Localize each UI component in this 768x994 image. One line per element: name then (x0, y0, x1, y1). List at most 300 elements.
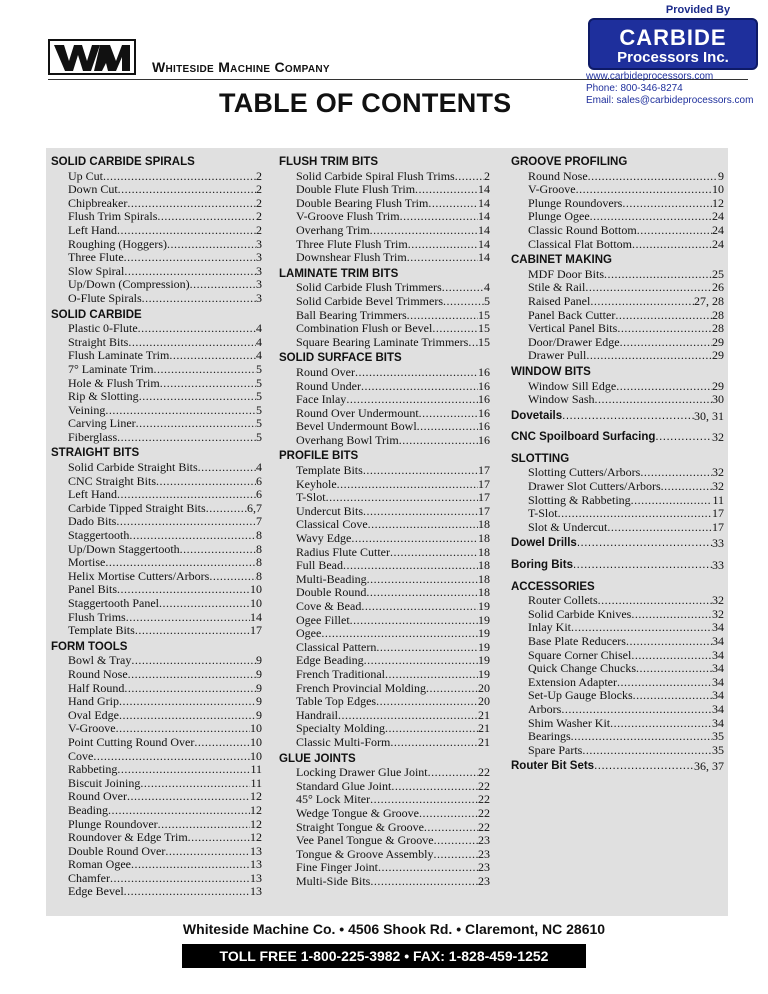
entry-page: 14 (478, 195, 490, 210)
dot-leader (385, 722, 478, 736)
entry-label: Roman Ogee (68, 857, 131, 872)
entry-label: Bevel Undermount Bowl (296, 419, 417, 434)
entry-label: Locking Drawer Glue Joint (296, 765, 428, 780)
toc-entry[interactable] (51, 763, 262, 777)
toc-entry[interactable] (511, 309, 724, 323)
provider-phone: Phone: 800-346-8274 (586, 83, 683, 94)
toc-entry[interactable] (279, 614, 490, 628)
entry-label: Standard Glue Joint (296, 778, 392, 793)
toc-entry[interactable] (51, 597, 262, 611)
dot-leader (337, 478, 478, 492)
toc-entry[interactable] (51, 322, 262, 336)
entry-page: 6 (256, 487, 262, 502)
entry-page: 19 (478, 639, 490, 654)
dot-leader (370, 875, 478, 889)
toc-entry[interactable] (279, 238, 490, 252)
toc-entry[interactable] (279, 518, 490, 532)
toc-entry[interactable] (51, 845, 262, 859)
toc-section-entry[interactable] (511, 760, 724, 774)
dot-leader (180, 543, 256, 557)
toc-entry[interactable] (51, 475, 262, 489)
toc-entry[interactable] (279, 682, 490, 696)
toc-entry[interactable] (51, 224, 262, 238)
section-title: CNC Spoilboard Surfacing (511, 431, 656, 444)
toc-entry[interactable] (279, 434, 490, 448)
dot-leader (105, 556, 256, 570)
toc-entry[interactable] (279, 695, 490, 709)
entry-label: Multi-Beading (296, 571, 367, 586)
section-title: Router Bit Sets (511, 760, 595, 773)
toc-entry[interactable] (511, 197, 724, 211)
dot-leader (190, 278, 256, 292)
toc-entry[interactable] (511, 662, 724, 676)
entry-label: CNC Straight Bits (68, 473, 157, 488)
entry-page: 22 (478, 778, 490, 793)
entry-page: 2 (256, 168, 262, 183)
entry-page: 23 (478, 860, 490, 875)
toc-entry[interactable] (279, 807, 490, 821)
toc-entry[interactable] (279, 780, 490, 794)
entry-label: Solid Carbide Straight Bits (68, 460, 198, 475)
toc-entry[interactable] (51, 502, 262, 516)
entry-label: Veining (68, 402, 106, 417)
dot-leader (407, 251, 478, 265)
entry-label: T-Slot (296, 490, 326, 505)
dot-leader (142, 292, 256, 306)
dot-leader (637, 224, 712, 238)
entry-label: Edge Beading (296, 653, 364, 668)
toc-entry[interactable] (51, 543, 262, 557)
dot-leader (573, 559, 712, 573)
dot-leader (620, 336, 712, 350)
entry-page: 2 (484, 168, 490, 183)
entry-page: 23 (478, 846, 490, 861)
toc-entry[interactable] (51, 488, 262, 502)
toc-entry[interactable] (51, 736, 262, 750)
entry-page: 28 (712, 307, 724, 322)
entry-page: 34 (712, 701, 724, 716)
toc-entry[interactable] (279, 654, 490, 668)
entry-label: Three Flute Flush Trim (296, 236, 408, 251)
entry-label: Downshear Flush Trim (296, 250, 407, 265)
entry-page: 12 (250, 789, 262, 804)
entry-page: 10 (250, 748, 262, 763)
entry-label: 7° Laminate Trim (68, 361, 154, 376)
toc-entry[interactable] (511, 349, 724, 363)
toc-entry[interactable] (51, 183, 262, 197)
toc-entry[interactable] (279, 393, 490, 407)
section-title: STRAIGHT BITS (51, 447, 140, 460)
entry-label: Spare Parts (528, 742, 583, 757)
entry-page: 15 (478, 307, 490, 322)
toc-entry[interactable] (51, 417, 262, 431)
toc-entry[interactable] (51, 818, 262, 832)
dot-leader (138, 322, 256, 336)
entry-page: 19 (478, 599, 490, 613)
entry-label: Down Cut (68, 182, 118, 197)
entry-label: V-Groove (528, 182, 576, 197)
entry-label: Solid Carbide Bevel Trimmers (296, 293, 443, 308)
dot-leader (165, 845, 250, 859)
toc-entry[interactable] (51, 210, 262, 224)
entry-page: 35 (712, 742, 724, 757)
entry-page: 30, 31 (694, 408, 724, 423)
toc-entry[interactable] (279, 224, 490, 238)
toc-entry[interactable] (511, 635, 724, 649)
toc-entry[interactable] (51, 831, 262, 845)
entry-label: Overhang Bowl Trim (296, 432, 399, 447)
entry-page: 17 (712, 506, 724, 521)
toc-section-entry[interactable] (511, 431, 724, 445)
entry-page: 12 (712, 195, 724, 210)
toc-entry[interactable] (511, 676, 724, 690)
entry-label: Carving Liner (68, 416, 136, 431)
toc-entry[interactable] (279, 322, 490, 336)
dot-leader (127, 790, 250, 804)
toc-entry[interactable] (51, 238, 262, 252)
toc-entry[interactable] (511, 224, 724, 238)
dot-leader (391, 780, 478, 794)
entry-label: Round Under (296, 378, 361, 393)
provider-email[interactable]: Email: sales@carbideprocessors.com (586, 95, 754, 106)
dot-leader (105, 404, 256, 418)
toc-entry[interactable] (279, 505, 490, 519)
entry-page: 3 (256, 263, 262, 278)
toc-entry[interactable] (279, 183, 490, 197)
dot-leader (108, 804, 250, 818)
dot-leader (355, 366, 478, 380)
toc-entry[interactable] (51, 695, 262, 709)
toc-entry[interactable] (51, 265, 262, 279)
toc-section-entry[interactable] (511, 559, 724, 573)
entry-label: Stile & Rail (528, 280, 586, 295)
toc-entry[interactable] (279, 641, 490, 655)
toc-entry[interactable] (279, 709, 490, 723)
dot-leader (364, 654, 478, 668)
company-name: Whiteside Machine Company (152, 59, 330, 75)
entry-page: 19 (478, 612, 490, 627)
toc-entry[interactable] (511, 703, 724, 717)
toc-entry[interactable] (279, 546, 490, 560)
entry-page: 29 (712, 378, 724, 393)
entry-label: Up/Down Staggertooth (68, 541, 180, 556)
toc-entry[interactable] (279, 532, 490, 546)
toc-entry[interactable] (279, 309, 490, 323)
toc-entry[interactable] (511, 322, 724, 336)
toc-section-entry[interactable] (511, 537, 724, 551)
toc-entry[interactable] (279, 464, 490, 478)
toc-entry[interactable] (51, 515, 262, 529)
dot-leader (661, 480, 712, 494)
dot-leader (595, 393, 712, 407)
entry-page: 22 (478, 819, 490, 834)
toc-entry[interactable] (511, 393, 724, 407)
toc-entry[interactable] (51, 390, 262, 404)
toc-entry[interactable] (279, 573, 490, 587)
toc-section (51, 641, 262, 899)
dot-leader (321, 627, 478, 641)
toc-entry[interactable] (279, 848, 490, 862)
toc-entry[interactable] (51, 790, 262, 804)
toc-entry[interactable] (51, 570, 262, 584)
toc-entry[interactable] (51, 336, 262, 350)
entry-page: 30 (712, 392, 724, 407)
toc-entry[interactable] (51, 363, 262, 377)
dot-leader (160, 377, 256, 391)
section-title: GROOVE PROFILING (511, 156, 628, 168)
dot-leader (561, 703, 712, 717)
entry-label: Dado Bits (68, 514, 117, 529)
toc-entry[interactable] (51, 377, 262, 391)
entry-page: 10 (250, 582, 262, 597)
toc-section (51, 447, 262, 637)
toc-entry[interactable] (279, 875, 490, 889)
toc-entry[interactable] (51, 777, 262, 791)
dot-leader (443, 295, 484, 309)
toc-entry[interactable] (511, 295, 724, 309)
entry-page: 27, 28 (694, 293, 724, 308)
toc-entry[interactable] (51, 404, 262, 418)
toc-section-entry[interactable] (511, 410, 724, 424)
toc-entry[interactable] (511, 480, 724, 494)
entry-page: 5 (256, 361, 262, 376)
toc-entry[interactable] (279, 420, 490, 434)
toc-entry[interactable] (51, 197, 262, 211)
entry-page: 21 (478, 721, 490, 736)
toc-entry[interactable] (511, 594, 724, 608)
toc-entry[interactable] (279, 834, 490, 848)
toc-entry[interactable] (51, 431, 262, 445)
toc-entry[interactable] (279, 627, 490, 641)
entry-page: 5 (256, 429, 262, 444)
dot-leader (361, 380, 478, 394)
entry-page: 13 (250, 843, 262, 858)
toc-entry[interactable] (51, 556, 262, 570)
toc-entry[interactable] (511, 210, 724, 224)
toc-entry[interactable] (279, 210, 490, 224)
entry-label: Roundover & Edge Trim (68, 830, 188, 845)
toc-entry[interactable] (511, 466, 724, 480)
toc-entry[interactable] (511, 730, 724, 744)
entry-page: 21 (478, 707, 490, 722)
toc-entry[interactable] (51, 872, 262, 886)
toc-entry[interactable] (279, 736, 490, 750)
entry-page: 2 (256, 182, 262, 197)
toc-entry[interactable] (279, 407, 490, 421)
toc-entry[interactable] (51, 858, 262, 872)
toc-entry[interactable] (511, 744, 724, 758)
dot-leader (558, 507, 712, 521)
toc-entry[interactable] (51, 750, 262, 764)
toc-entry[interactable] (511, 336, 724, 350)
dot-leader (617, 322, 712, 336)
dot-leader (343, 559, 478, 573)
toc-entry[interactable] (279, 722, 490, 736)
entry-page: 23 (478, 873, 490, 888)
dot-leader (363, 464, 478, 478)
entry-label: Hole & Flush Trim (68, 375, 160, 390)
entry-page: 5 (256, 416, 262, 431)
section-title: SOLID CARBIDE (51, 308, 142, 321)
entry-label: Face Inlay (296, 392, 347, 407)
toc-entry[interactable] (279, 251, 490, 265)
entry-page: 13 (250, 857, 262, 872)
toc-entry[interactable] (511, 238, 724, 252)
dot-leader (408, 238, 478, 252)
toc-entry[interactable] (51, 292, 262, 306)
toc-entry[interactable] (279, 281, 490, 295)
toc-entry[interactable] (51, 611, 262, 625)
dot-leader (370, 793, 478, 807)
toc-section (511, 366, 724, 407)
toc-section (279, 450, 490, 749)
toc-entry[interactable] (279, 197, 490, 211)
entry-label: Vertical Panel Bits (528, 321, 618, 336)
entry-page: 5 (484, 293, 490, 308)
toc-entry[interactable] (511, 621, 724, 635)
entry-label: Double Bearing Flush Trim (296, 195, 429, 210)
entry-label: Window Sill Edge (528, 378, 617, 393)
toc-entry[interactable] (51, 804, 262, 818)
toc-entry[interactable] (51, 885, 262, 899)
entry-page: 17 (250, 623, 262, 638)
entry-page: 8 (256, 568, 262, 583)
entry-page: 7 (256, 514, 262, 529)
entry-page: 9 (256, 707, 262, 722)
entry-page: 33 (712, 558, 724, 573)
toc-section (511, 453, 724, 535)
toc-entry[interactable] (279, 336, 490, 350)
entry-page: 22 (478, 805, 490, 820)
toc-entry[interactable] (51, 624, 262, 638)
entry-label: Helix Mortise Cutters/Arbors (68, 568, 210, 583)
entry-page: 22 (478, 792, 490, 807)
carbide-logo-line1: CARBIDE (619, 25, 727, 50)
toc-entry[interactable] (511, 268, 724, 282)
dot-leader (156, 475, 256, 489)
entry-label: Mortise (68, 555, 106, 570)
dot-leader (350, 614, 478, 628)
entry-label: French Provincial Molding (296, 680, 426, 695)
toc-entry[interactable] (51, 529, 262, 543)
entry-label: Ogee Fillet (296, 612, 350, 627)
toc-entry[interactable] (279, 793, 490, 807)
toc-entry[interactable] (511, 507, 724, 521)
toc-entry[interactable] (51, 349, 262, 363)
entry-label: MDF Door Bits (528, 266, 605, 281)
toc-entry[interactable] (279, 766, 490, 780)
toc-entry[interactable] (51, 654, 262, 668)
toc-entry[interactable] (511, 380, 724, 394)
toc-entry[interactable] (279, 586, 490, 600)
dot-leader (582, 744, 712, 758)
dot-leader (136, 417, 256, 431)
dot-leader (385, 668, 478, 682)
toc-entry[interactable] (279, 559, 490, 573)
toc-entry[interactable] (279, 170, 490, 184)
entry-label: Handrail (296, 707, 338, 722)
dot-leader (617, 676, 712, 690)
entry-label: Vee Panel Tongue & Groove (296, 833, 434, 848)
toc-entry[interactable] (511, 717, 724, 731)
toc-entry[interactable] (511, 494, 724, 508)
dot-leader (361, 600, 478, 614)
toc-entry[interactable] (51, 722, 262, 736)
entry-label: Slotting & Rabbeting (528, 492, 631, 507)
dot-leader (590, 210, 712, 224)
toc-entry[interactable] (511, 170, 724, 184)
toc-entry[interactable] (51, 461, 262, 475)
entry-label: Edge Bevel (68, 884, 124, 899)
toc-entry[interactable] (51, 682, 262, 696)
toc-entry[interactable] (279, 478, 490, 492)
toc-entry[interactable] (51, 251, 262, 265)
toc-entry[interactable] (279, 380, 490, 394)
dot-leader (407, 309, 478, 323)
toc-entry[interactable] (511, 183, 724, 197)
dot-leader (206, 502, 247, 516)
entry-label: Round Over (296, 364, 355, 379)
entry-label: Roughing (Hoggers) (68, 236, 167, 251)
dot-leader (169, 349, 256, 363)
toc-entry[interactable] (279, 821, 490, 835)
dot-leader (424, 821, 478, 835)
entry-label: Slow Spiral (68, 263, 125, 278)
entry-label: Tongue & Groove Assembly (296, 846, 434, 861)
dot-leader (198, 461, 256, 475)
entry-label: Staggertooth (68, 528, 130, 543)
toc-entry[interactable] (511, 608, 724, 622)
toc-entry[interactable] (511, 689, 724, 703)
toc-entry[interactable] (279, 295, 490, 309)
entry-label: Straight Bits (68, 334, 129, 349)
toc-entry[interactable] (279, 491, 490, 505)
entry-label: Point Cutting Round Over (68, 734, 195, 749)
toc-entry[interactable] (279, 600, 490, 614)
toc-entry[interactable] (511, 281, 724, 295)
toc-entry[interactable] (51, 170, 262, 184)
dot-leader (378, 861, 478, 875)
toc-entry[interactable] (511, 649, 724, 663)
toc-entry[interactable] (511, 521, 724, 535)
contents-panel (46, 148, 728, 916)
toc-entry[interactable] (51, 278, 262, 292)
toc-section (279, 268, 490, 350)
dot-leader (598, 594, 712, 608)
toc-entry[interactable] (51, 668, 262, 682)
toc-entry[interactable] (279, 861, 490, 875)
entry-page: 3 (256, 236, 262, 251)
entry-page: 24 (712, 222, 724, 237)
toc-entry[interactable] (279, 366, 490, 380)
entry-page: 20 (478, 694, 490, 709)
dot-leader (419, 407, 478, 421)
entry-label: Fiberglass (68, 429, 118, 444)
toc-entry[interactable] (51, 583, 262, 597)
provider-website[interactable]: www.carbideprocessors.com (586, 71, 714, 82)
entry-page: 4 (484, 280, 490, 295)
section-title: Dowel Drills (511, 537, 577, 550)
toc-section (279, 156, 490, 265)
entry-label: Round Over (68, 789, 127, 804)
toc-entry[interactable] (51, 709, 262, 723)
dot-leader (615, 309, 712, 323)
entry-label: Solid Carbide Knives (528, 606, 632, 621)
dot-leader (370, 224, 478, 238)
toc-entry[interactable] (279, 668, 490, 682)
dot-leader (610, 717, 712, 731)
entry-label: Window Sash (528, 392, 595, 407)
